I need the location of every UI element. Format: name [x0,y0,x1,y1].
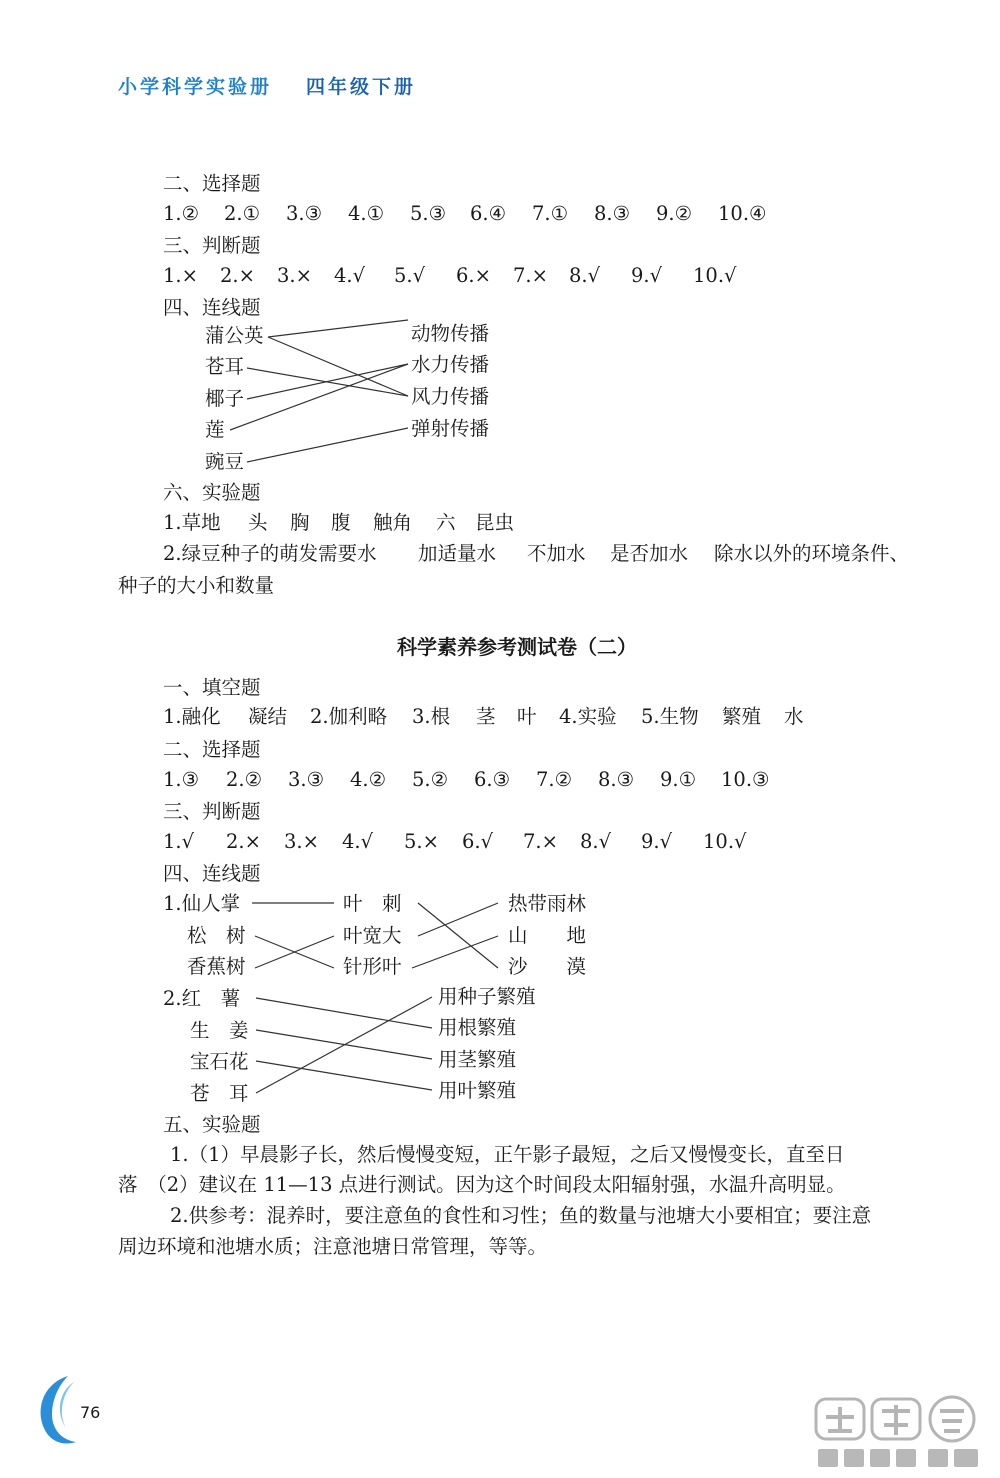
match-right-item: 山 地 [508,924,587,947]
connector-line [418,903,498,936]
match-left-item: 生 姜 [190,1019,249,1042]
connector-line [268,320,408,337]
exp-line: 周边环境和池塘水质；注意池塘日常管理，等等。 [118,1235,548,1258]
answer-item: 9.② [656,202,693,225]
answer-item: 1.√ [163,830,195,853]
answer-item: 3.× [284,830,319,853]
answer-item: 2.× [226,830,261,853]
exp-answer: 加适量水 [418,542,497,565]
connector-line [256,1061,432,1090]
answer-item: 8.√ [580,830,612,853]
match-left-item: 1.仙人掌 [163,892,241,915]
answer-item: 6.③ [474,768,511,791]
exp-answer: 1.草地 [163,511,221,534]
exp-answer: 昆虫 [475,511,515,534]
answer-item: 5.② [412,768,449,791]
answer-item: 凝结 [248,705,288,728]
match-mid-item: 叶宽大 [343,924,402,947]
answer-item: 8.③ [594,202,631,225]
sec2-fill-heading: 一、填空题 [163,676,261,699]
match-left-item: 2.红 薯 [163,987,241,1010]
answer-item: 5.√ [394,264,426,287]
match-left-item: 苍 耳 [190,1082,249,1105]
connector-line [256,998,432,1028]
answer-item: 7.× [523,830,558,853]
match-left-item: 豌豆 [205,450,245,473]
exp-line: 落 （2）建议在 11—13 点进行测试。因为这个时间段太阳辐射强，水温升高明显。 [118,1173,846,1196]
page-number: 76 [80,1403,101,1422]
exp-line: 2.供参考：混养时，要注意鱼的食性和习性；鱼的数量与池塘大小要相宜；要注意 [170,1204,872,1227]
answer-item: 10.③ [721,768,770,791]
connector-line [268,337,408,396]
answer-item: 3.根 [412,705,451,728]
answer-item: 2.伽利略 [310,705,388,728]
exp-answer: 除水以外的环境条件、 [714,542,910,565]
match-left-item: 蒲公英 [205,324,264,347]
exp-answer: 2.绿豆种子的萌发需要水 [163,542,377,565]
exp-continuation: 种子的大小和数量 [118,574,275,597]
match-right-item: 用种子繁殖 [438,985,536,1008]
answer-item: 9.① [660,768,697,791]
answer-item: 7.② [536,768,573,791]
match-right-item: 用根繁殖 [438,1016,517,1039]
connector-line [412,936,498,968]
answer-item: 3.× [277,264,312,287]
watermark-logo [812,1395,984,1471]
answer-item: 6.× [456,264,491,287]
match-right-item: 沙 漠 [508,955,587,978]
exp-answer: 是否加水 [610,542,689,565]
sec2-judge-heading: 三、判断题 [163,800,261,823]
answer-item: 1.② [163,202,200,225]
answer-item: 1.融化 [163,705,221,728]
sec1-exp-heading: 六、实验题 [163,481,261,504]
answer-item: 1.③ [163,768,200,791]
answer-item: 2.① [224,202,261,225]
match-right-item: 用茎繁殖 [438,1048,517,1071]
answer-item: 3.③ [288,768,325,791]
match-mid-item: 针形叶 [343,955,402,978]
answer-item: 4.实验 [559,705,617,728]
match-left-item: 宝石花 [190,1050,249,1073]
answer-item: 繁殖 [722,705,762,728]
exp-answer: 头 [248,511,268,534]
sec2-exp-heading: 五、实验题 [163,1113,261,1136]
answer-item: 5.× [404,830,439,853]
answer-item: 4.① [348,202,385,225]
exp-answer: 胸 [290,511,310,534]
match-left-item: 椰子 [205,387,245,410]
match-left-item: 苍耳 [205,355,245,378]
sec1-match-heading: 四、连线题 [163,296,261,319]
answer-item: 4.√ [334,264,366,287]
answer-item: 7.① [532,202,569,225]
match-right-item: 弹射传播 [411,417,490,440]
answer-item: 3.③ [286,202,323,225]
match-left-item: 莲 [205,418,225,441]
answer-item: 8.√ [569,264,601,287]
exp-answer: 腹 [331,511,351,534]
answer-item: 10.√ [693,264,737,287]
match-right-item: 动物传播 [411,322,490,345]
exp-line: 1.（1）早晨影子长，然后慢慢变短，正午影子最短，之后又慢慢变长，直至日 [170,1143,845,1166]
connector-line [256,997,432,1093]
exp-answer: 触角 [373,511,413,534]
swoosh-icon [28,1370,88,1450]
answer-item: 6.√ [462,830,494,853]
answer-item: 4.√ [342,830,374,853]
match-left-item: 香蕉树 [187,955,246,978]
answer-item: 叶 [517,705,537,728]
connector-line [247,428,408,462]
answer-item: 茎 [476,705,496,728]
match-right-item: 风力传播 [411,385,490,408]
answer-item: 4.② [350,768,387,791]
match-right-item: 用叶繁殖 [438,1079,517,1102]
answer-item: 2.② [226,768,263,791]
answer-item: 9.√ [641,830,673,853]
match-left-item: 松 树 [187,924,246,947]
answer-item: 9.√ [631,264,663,287]
answer-item: 6.④ [470,202,507,225]
sec1-judge-heading: 三、判断题 [163,234,261,257]
answer-item: 5.生物 [641,705,699,728]
match-right-item: 热带雨林 [508,892,587,915]
answer-item: 7.× [513,264,548,287]
answer-item: 2.× [220,264,255,287]
answer-item: 8.③ [598,768,635,791]
answer-item: 10.④ [718,202,767,225]
answer-item: 5.③ [410,202,447,225]
answer-item: 10.√ [703,830,747,853]
sec1-choice-heading: 二、选择题 [163,172,261,195]
answer-item: 水 [784,705,804,728]
answer-item: 1.× [163,264,198,287]
match-mid-item: 叶 刺 [343,892,402,915]
book-title: 小学科学实验册 [118,76,273,98]
sec2-match-heading: 四、连线题 [163,862,261,885]
connector-line [418,903,498,968]
match-right-item: 水力传播 [411,353,490,376]
exp-answer: 六 [436,511,456,534]
grade-label: 四年级下册 [306,76,417,98]
test-title: 科学素养参考测试卷（二） [397,635,637,659]
exp-answer: 不加水 [527,542,586,565]
sec2-choice-heading: 二、选择题 [163,738,261,761]
